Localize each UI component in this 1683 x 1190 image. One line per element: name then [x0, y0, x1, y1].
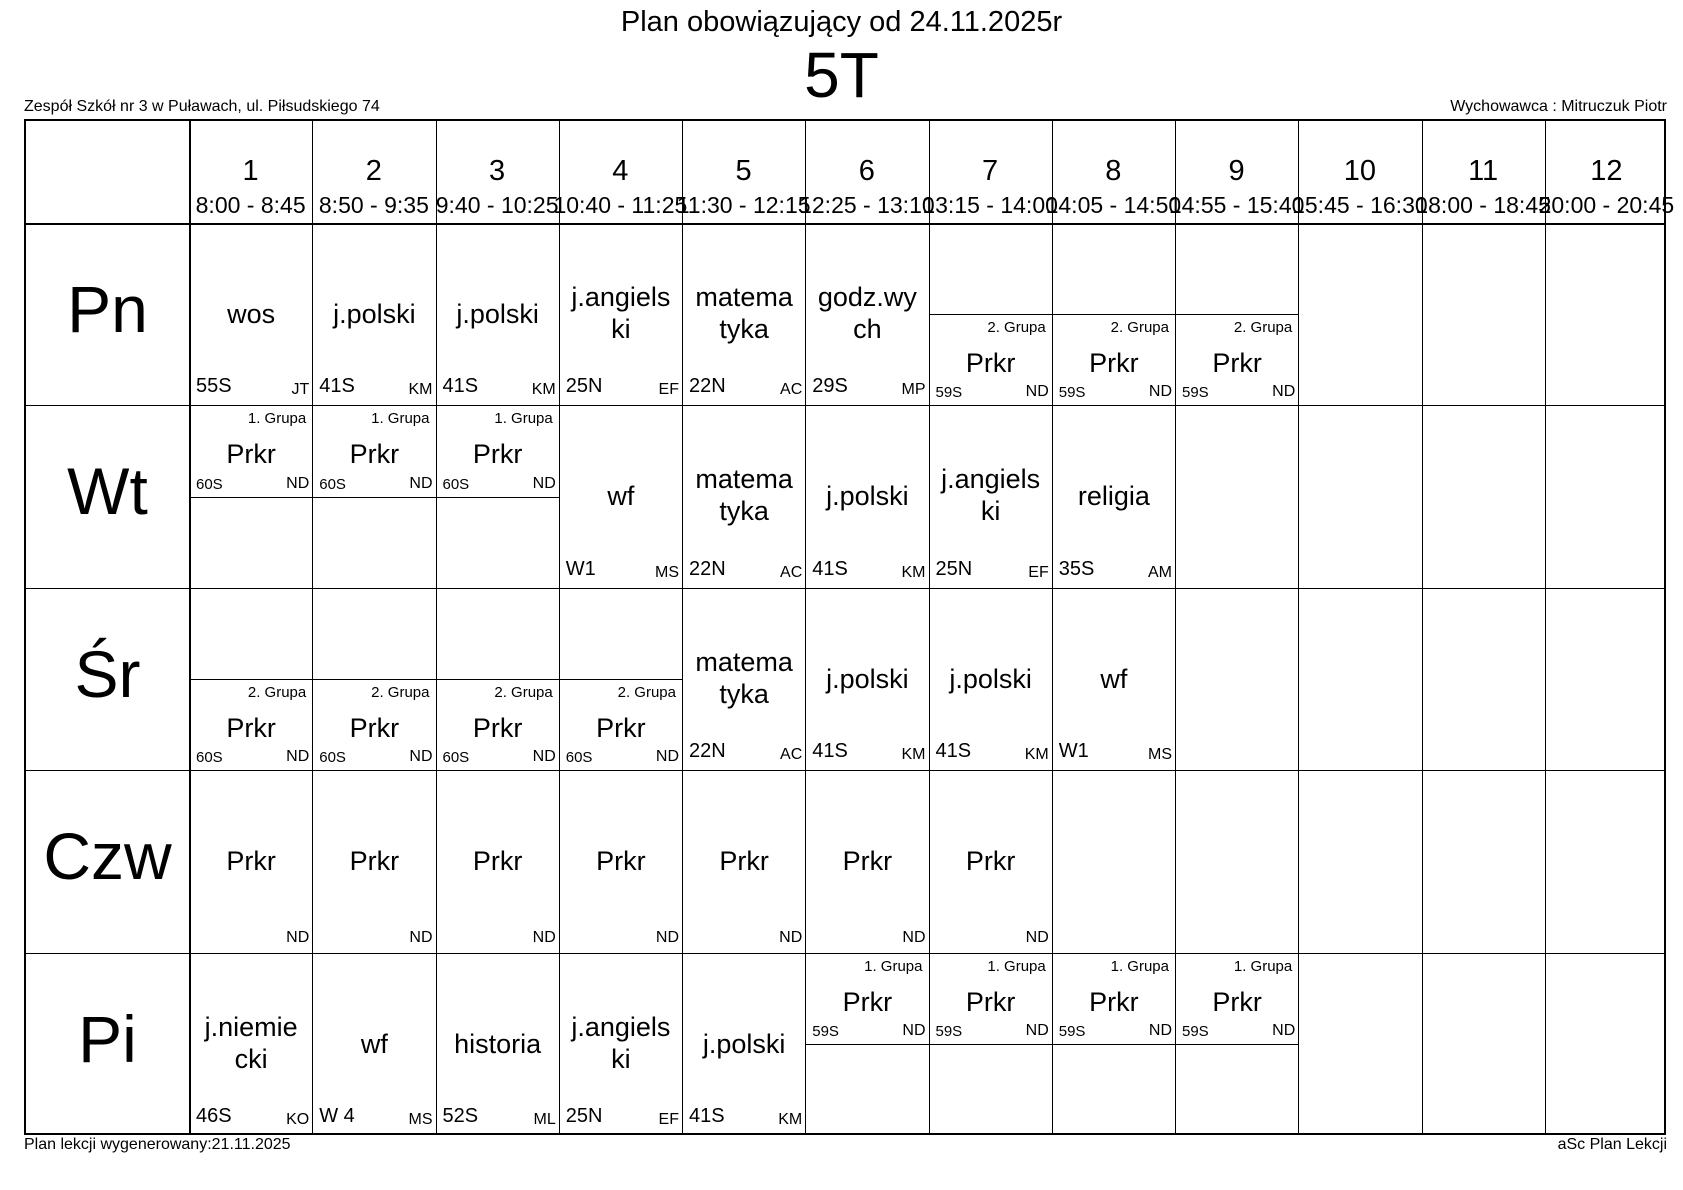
lesson-subject: Prkr	[226, 846, 276, 877]
lesson-subject: Prkr	[349, 846, 400, 877]
lesson-subject: Prkr	[1212, 986, 1262, 1017]
lesson-cell	[560, 771, 682, 952]
lesson-subject: Prkr	[719, 846, 769, 877]
lesson-room: 60S	[442, 749, 470, 767]
lesson-room: W1	[565, 557, 596, 580]
period-header	[1538, 121, 1675, 223]
lesson-cell	[683, 589, 805, 770]
lesson-room: 59S	[812, 1022, 839, 1040]
lesson-subject: Prkr	[1212, 348, 1262, 379]
lesson-subject: Prkr	[1089, 986, 1139, 1017]
lesson-subject: historia	[454, 1028, 542, 1059]
lesson-teacher: ND	[655, 748, 679, 766]
lesson-teacher: ML	[533, 1110, 556, 1128]
lesson-cell	[437, 679, 559, 770]
lesson-group: 1. Grupa	[494, 410, 553, 428]
lesson-cell	[437, 954, 559, 1135]
lesson-room: 41S	[812, 740, 848, 763]
lesson-teacher: ND	[532, 474, 556, 492]
lesson-subject: Prkr	[472, 846, 523, 877]
lesson-subject: j.polski	[826, 481, 909, 512]
lesson-subject: Prkr	[349, 713, 400, 743]
lesson-subject: j.polski	[826, 663, 909, 694]
lesson-teacher: KM	[1024, 746, 1049, 764]
school-name: Zespół Szkół nr 3 w Puławach, ul. Piłsudskiego 74	[24, 98, 380, 115]
lesson-subject: Prkr	[349, 439, 400, 470]
period-number: 6	[858, 155, 875, 187]
lesson-teacher: ND	[409, 474, 433, 492]
lesson-group: 2. Grupa	[1110, 319, 1169, 337]
period-number: 10	[1343, 155, 1376, 187]
lesson-room: 41S	[935, 740, 972, 763]
period-header	[553, 121, 688, 223]
lesson-cell	[1176, 954, 1298, 1045]
lesson-teacher: ND	[1148, 383, 1172, 401]
lesson-teacher: MS	[408, 1110, 433, 1128]
lesson-teacher: MS	[655, 563, 679, 581]
timetable-grid	[24, 119, 1675, 1135]
period-time: 15:45 - 16:30	[1292, 192, 1428, 218]
period-number: 2	[365, 155, 382, 187]
lesson-cell	[1053, 314, 1175, 405]
lesson-teacher: ND	[1148, 1021, 1172, 1039]
lesson-subject: j.polski	[333, 299, 416, 329]
period-time: 14:55 - 15:40	[1168, 192, 1305, 218]
lesson-room: 60S	[565, 749, 593, 767]
period-time: 10:40 - 11:25	[553, 192, 688, 218]
lesson-teacher: KM	[778, 1110, 803, 1128]
lesson-teacher: KM	[408, 381, 433, 399]
lesson-room: 59S	[935, 384, 963, 402]
lesson-subject: Prkr	[842, 986, 893, 1017]
lesson-subject: j.polski	[702, 1028, 786, 1059]
lesson-group: 1. Grupa	[371, 410, 430, 428]
lesson-teacher: ND	[1025, 383, 1049, 401]
lesson-subject: Prkr	[596, 846, 646, 877]
period-number: 4	[612, 155, 629, 187]
lesson-group: 2. Grupa	[371, 684, 430, 701]
lesson-room: 60S	[442, 475, 470, 493]
lesson-teacher: KM	[901, 563, 926, 581]
lesson-room: 59S	[1182, 384, 1209, 402]
period-number: 8	[1105, 155, 1122, 187]
column-divider	[1298, 121, 1299, 1133]
lesson-cell	[313, 954, 435, 1135]
lesson-room: 22N	[689, 740, 726, 763]
lesson-room: 55S	[196, 375, 232, 398]
lesson-teacher: ND	[286, 748, 310, 766]
class-name: 5T	[804, 39, 879, 111]
lesson-teacher: ND	[902, 1021, 926, 1039]
lesson-cell	[560, 406, 682, 587]
lesson-room: 59S	[1182, 1022, 1209, 1040]
period-header	[436, 121, 559, 223]
lesson-subject: j.polski	[949, 663, 1032, 694]
lesson-cell	[806, 224, 928, 405]
period-time: 20:00 - 20:45	[1538, 192, 1675, 218]
lesson-cell	[806, 589, 928, 770]
lesson-teacher: JT	[291, 381, 310, 399]
lesson-group: 1. Grupa	[987, 957, 1046, 975]
day-label: Pi	[78, 1001, 137, 1076]
lesson-room: 35S	[1058, 557, 1095, 580]
lesson-subject: wos	[227, 299, 276, 329]
lesson-room: 60S	[196, 749, 223, 767]
lesson-cell	[437, 224, 559, 405]
period-number: 11	[1468, 155, 1499, 187]
lesson-room: 46S	[196, 1104, 232, 1127]
lesson-subject: Prkr	[965, 348, 1016, 379]
lesson-subject: matema tyka	[695, 464, 793, 527]
period-time: 13:15 - 14:00	[922, 192, 1058, 218]
lesson-cell	[930, 406, 1052, 587]
lesson-subject: wf	[360, 1028, 388, 1059]
lesson-cell	[806, 954, 928, 1045]
period-time: 18:00 - 18:45	[1415, 192, 1551, 218]
lesson-cell	[930, 314, 1052, 405]
lesson-cell	[437, 406, 559, 497]
period-number: 9	[1228, 155, 1245, 187]
period-time: 11:30 - 12:15	[676, 192, 811, 218]
lesson-cell	[683, 954, 805, 1135]
lesson-teacher: ND	[1025, 1021, 1049, 1039]
lesson-cell	[1053, 589, 1175, 770]
lesson-room: 25N	[935, 557, 973, 580]
lesson-teacher: ND	[655, 928, 679, 946]
lesson-subject: Prkr	[965, 986, 1016, 1017]
lesson-room: 59S	[1058, 384, 1086, 402]
lesson-cell	[683, 224, 805, 405]
lesson-subject: j.angiels ki	[571, 1011, 671, 1074]
plan-title: Plan obowiązujący od 24.11.2025r	[620, 6, 1063, 38]
lesson-subject: Prkr	[226, 713, 276, 743]
class-teacher: Wychowawca : Mitruczuk Piotr	[1450, 98, 1667, 115]
lesson-teacher: KM	[531, 381, 556, 399]
lesson-cell	[313, 771, 435, 952]
lesson-room: 59S	[935, 1022, 963, 1040]
lesson-cell	[437, 771, 559, 952]
lesson-cell	[1176, 314, 1298, 405]
day-label: Śr	[74, 636, 141, 711]
lesson-cell	[806, 771, 928, 952]
lesson-cell	[313, 679, 435, 770]
lesson-teacher: AC	[780, 381, 803, 399]
lesson-room: 25N	[565, 1104, 603, 1127]
lesson-room: 29S	[812, 375, 848, 398]
lesson-subject: j.angiels ki	[941, 464, 1041, 527]
lesson-room: 52S	[442, 1104, 479, 1127]
period-header	[676, 121, 811, 223]
lesson-subject: matema tyka	[695, 646, 793, 709]
lesson-cell	[1053, 406, 1175, 587]
lesson-teacher: ND	[409, 748, 433, 766]
lesson-group: 1. Grupa	[1233, 957, 1293, 975]
lesson-cell	[560, 224, 682, 405]
period-time: 14:05 - 14:50	[1045, 192, 1182, 218]
lesson-teacher: ND	[1272, 1021, 1296, 1039]
lesson-subject: Prkr	[472, 713, 523, 743]
lesson-subject: Prkr	[596, 713, 646, 743]
period-time: 8:50 - 9:35	[318, 192, 429, 218]
lesson-room: 22N	[689, 375, 726, 398]
lesson-cell	[930, 771, 1052, 952]
lesson-room: 60S	[319, 475, 346, 493]
period-header	[1292, 121, 1428, 223]
lesson-teacher: AC	[780, 563, 803, 581]
lesson-cell	[806, 406, 928, 587]
lesson-teacher: AC	[780, 746, 803, 764]
lesson-teacher: ND	[1272, 383, 1296, 401]
period-header	[922, 121, 1058, 223]
lesson-subject: j.angiels ki	[571, 282, 671, 344]
period-header	[1168, 121, 1305, 223]
lesson-subject: Prkr	[965, 846, 1016, 877]
software-name: aSc Plan Lekcji	[1557, 1136, 1667, 1153]
lesson-room: W 4	[319, 1104, 355, 1127]
lesson-cell	[313, 406, 435, 497]
lesson-cell	[190, 954, 312, 1135]
lesson-teacher: ND	[286, 928, 310, 946]
period-number: 12	[1590, 155, 1623, 187]
generated-date: Plan lekcji wygenerowany:21.11.2025	[24, 1136, 291, 1153]
lesson-subject: wf	[607, 481, 635, 512]
lesson-subject: matema tyka	[695, 282, 793, 344]
lesson-subject: Prkr	[842, 846, 893, 877]
lesson-teacher: ND	[902, 928, 926, 946]
lesson-cell	[190, 679, 312, 770]
lesson-cell	[930, 589, 1052, 770]
lesson-teacher: AM	[1148, 563, 1172, 581]
lesson-subject: godz.wy ch	[817, 282, 917, 344]
period-number: 7	[982, 155, 999, 187]
lesson-subject: j.polski	[456, 299, 539, 329]
column-divider	[1545, 121, 1546, 1133]
day-label: Pn	[67, 272, 148, 346]
period-header	[1415, 121, 1551, 223]
lesson-group: 2. Grupa	[247, 684, 307, 701]
period-number: 3	[489, 155, 506, 187]
lesson-cell	[560, 954, 682, 1135]
lesson-teacher: ND	[532, 928, 556, 946]
lesson-cell	[190, 771, 312, 952]
period-header	[799, 121, 935, 223]
lesson-room: 25N	[565, 375, 603, 398]
lesson-group: 1. Grupa	[1110, 957, 1169, 975]
lesson-room: 41S	[442, 375, 479, 398]
lesson-subject: religia	[1077, 481, 1150, 512]
column-divider	[1422, 121, 1423, 1133]
lesson-teacher: KM	[901, 746, 926, 764]
lesson-subject: j.niemie cki	[204, 1011, 298, 1074]
lesson-cell	[683, 771, 805, 952]
lesson-teacher: ND	[409, 928, 433, 946]
lesson-group: 2. Grupa	[987, 319, 1046, 337]
period-number: 1	[242, 155, 259, 187]
period-header	[189, 121, 312, 223]
lesson-teacher: MP	[901, 381, 926, 399]
period-time: 9:40 - 10:25	[435, 192, 559, 218]
lesson-subject: Prkr	[1089, 348, 1139, 379]
lesson-room: 60S	[196, 475, 223, 493]
period-number: 5	[735, 155, 752, 187]
lesson-group: 2. Grupa	[494, 684, 553, 701]
lesson-room: 22N	[689, 557, 726, 580]
lesson-group: 1. Grupa	[864, 957, 923, 975]
lesson-subject: wf	[1100, 663, 1128, 694]
period-header	[312, 121, 435, 223]
lesson-room: 59S	[1058, 1022, 1086, 1040]
lesson-teacher: KO	[286, 1110, 310, 1128]
lesson-cell	[313, 224, 435, 405]
lesson-teacher: EF	[658, 381, 679, 399]
lesson-subject: Prkr	[226, 439, 276, 470]
lesson-teacher: ND	[1025, 928, 1049, 946]
lesson-teacher: ND	[532, 748, 556, 766]
lesson-cell	[190, 224, 312, 405]
lesson-teacher: MS	[1148, 746, 1172, 764]
lesson-group: 1. Grupa	[247, 410, 307, 428]
lesson-room: 41S	[319, 375, 355, 398]
period-time: 8:00 - 8:45	[195, 192, 306, 218]
lesson-cell	[930, 954, 1052, 1045]
lesson-cell	[1053, 954, 1175, 1045]
lesson-cell	[560, 679, 682, 770]
lesson-teacher: ND	[286, 474, 310, 492]
day-label: Czw	[43, 819, 172, 894]
lesson-teacher: EF	[1028, 563, 1049, 581]
lesson-room: 41S	[689, 1104, 725, 1127]
lesson-teacher: EF	[658, 1110, 679, 1128]
day-label: Wt	[67, 454, 148, 529]
period-time: 12:25 - 13:10	[799, 192, 935, 218]
lesson-group: 2. Grupa	[617, 684, 676, 701]
lesson-subject: Prkr	[472, 439, 523, 470]
lesson-room: 60S	[319, 749, 346, 767]
period-header	[1045, 121, 1182, 223]
lesson-cell	[190, 406, 312, 497]
lesson-teacher: ND	[779, 928, 803, 946]
lesson-group: 2. Grupa	[1233, 319, 1293, 337]
lesson-cell	[683, 406, 805, 587]
lesson-room: W1	[1058, 740, 1089, 763]
lesson-room: 41S	[812, 557, 848, 580]
